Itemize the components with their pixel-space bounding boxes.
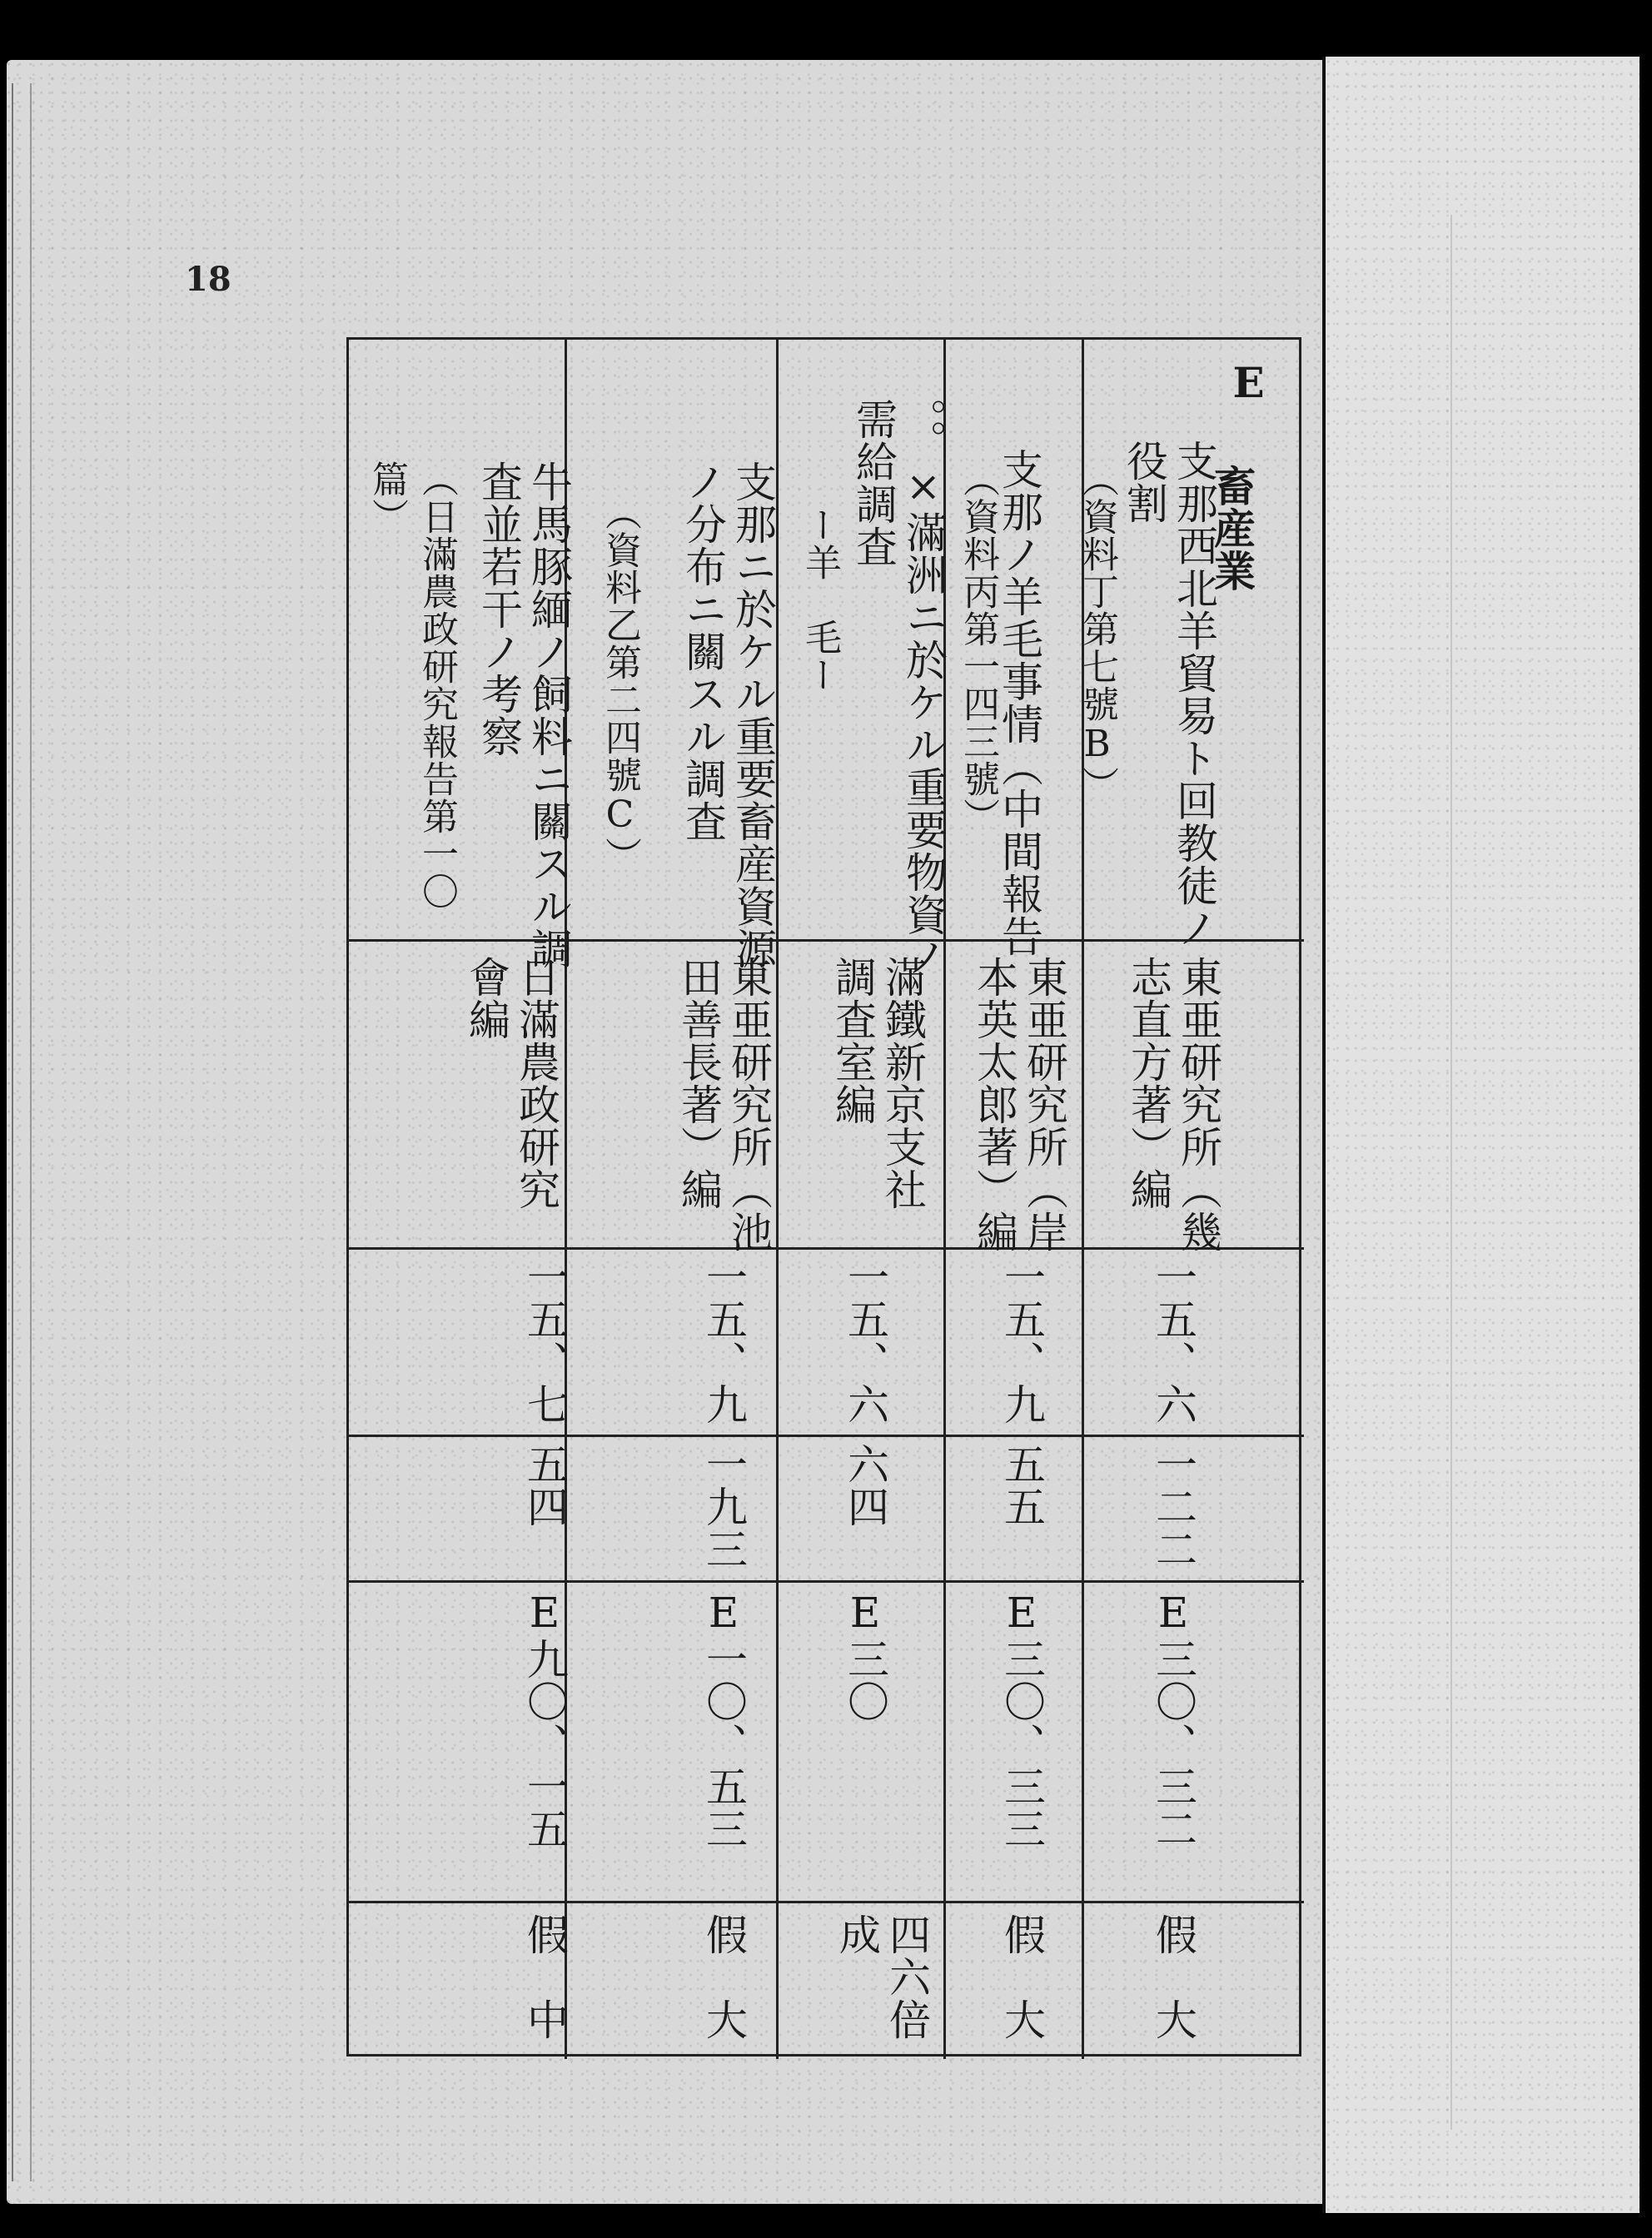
entry-title: 。。×滿洲ニ於ケル重要物資ノ 需給調査 [849, 398, 948, 978]
section-label: E [1224, 358, 1273, 408]
entry-class: E三〇 [841, 1589, 889, 1723]
entry-reference: （資料乙第二四號C） [599, 494, 641, 874]
entry-author: 東亜研究所（岸 本英太郎著）編 [970, 956, 1068, 1253]
entry-pages: 五四 [520, 1443, 569, 1528]
entry-title: 支那ノ羊毛事情（中間報告 [995, 448, 1043, 957]
entry-reference: ー羊 毛ー [799, 506, 841, 694]
entry-author: 東亜研究所（幾 志直方著）編 [1124, 956, 1222, 1253]
entry-class: E一〇、五三 [699, 1589, 748, 1850]
page-number: 18 [185, 260, 231, 299]
entry-reference: （日滿農政研究報告第一〇 篇） [366, 460, 458, 910]
entry-reference: （資料丙第一四三號） [957, 460, 999, 835]
entry-note: 假 大 [699, 1913, 748, 2041]
entry-pages: 五五 [998, 1443, 1046, 1528]
entry-note: 假 中 [520, 1913, 569, 2041]
section-title: 畜産業 [1207, 465, 1256, 592]
entry-title: 支那ニ於ケル重要畜産資源 ノ分布ニ關スル調査 [679, 460, 777, 970]
entry-title: 支那西北羊貿易ト回教徒ノ 役割 [1120, 440, 1218, 949]
entry-pages: 六四 [841, 1443, 889, 1528]
row-divider [349, 1901, 1304, 1903]
entry-year: 一五、九 [998, 1256, 1046, 1425]
entry-pages: 一九三 [699, 1443, 748, 1570]
entry-reference: （資料丁第七號B） [1076, 460, 1118, 803]
entry-author: 滿鐵新京支社 調査室編 [828, 956, 927, 1211]
row-divider [349, 1580, 1304, 1583]
entry-year: 一五、六 [1149, 1256, 1197, 1425]
catalog-table [346, 337, 1301, 2056]
entry-author: 東亜研究所（池 田善長著）編 [674, 956, 773, 1253]
entry-class: E三〇、三三 [998, 1589, 1046, 1850]
adjacent-page [1322, 57, 1640, 2213]
entry-note: 四六倍 成 [833, 1913, 931, 2041]
page-stack-edge [12, 83, 32, 2181]
entry-class: E九〇、一五 [520, 1589, 569, 1850]
entry-note: 假 大 [1149, 1913, 1197, 2041]
entry-year: 一五、九 [699, 1256, 748, 1425]
entry-title: 牛馬豚緬ノ飼料ニ關スル調 査並若干ノ考察 [475, 460, 573, 970]
entry-year: 一五、六 [841, 1256, 889, 1425]
entry-class: E三〇、三二 [1149, 1589, 1197, 1850]
entry-pages: 一二二 [1149, 1443, 1197, 1570]
entry-year: 一五、七 [520, 1256, 569, 1425]
row-divider [349, 1435, 1304, 1437]
entry-note: 假 大 [998, 1913, 1046, 2041]
entry-author: 日滿農政研究 會編 [462, 956, 560, 1211]
